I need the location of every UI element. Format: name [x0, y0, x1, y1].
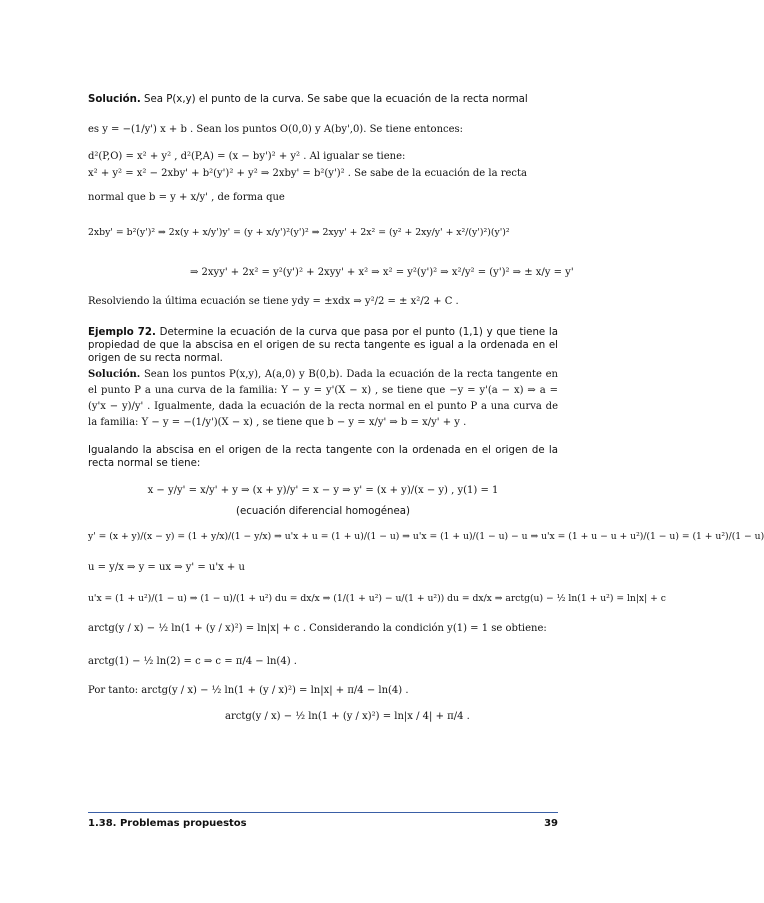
- homogeneous-note: (ecuación diferencial homogénea): [235, 506, 410, 517]
- footer-section-title: 1.38. Problemas propuestos: [88, 818, 247, 829]
- page-number: 39: [544, 818, 558, 829]
- equating-intercepts-text: Igualando la abscisa en el origen de la recta tangente con la ordenada en el origen de la recta normal se tiene:: [88, 445, 558, 469]
- solution-result-line: Resolviendo la última ecuación se tiene ydy = ±xdx ⇒ y²/2 = ± x²/2 + C .: [88, 296, 459, 307]
- bold-label: Solución.: [88, 369, 141, 380]
- particular-solution-line: Por tanto: arctg(y / x) − ½ ln(1 + (y / x)²) = ln|x| + π/4 − ln(4) .: [88, 685, 409, 696]
- bold-label: Solución.: [88, 94, 141, 105]
- normal-line-equation: es y = −(1/y') x + b . Sean los puntos O(0,0) y A(by',0). Se tiene entonces:: [88, 124, 464, 135]
- separation-integration: u'x = (1 + u²)/(1 − u) ⇒ (1 − u)/(1 + u²) du = dx/x ⇒ (1/(1 + u²) − u/(1 + u²)) du = dx/x ⇒ arctg(u) − ½ ln(1 + u²) = ln|x| + c: [88, 593, 666, 604]
- final-solution: arctg(y / x) − ½ ln(1 + (y / x)²) = ln|x / 4| + π/4 .: [225, 711, 470, 722]
- example-72-statement: Ejemplo 72. Determine la ecuación de la curva que pasa por el punto (1,1) y que tiene la propiedad de que la abscisa en el origen de su recta tangente es igual a la ordenada en el origen de su recta normal.: [88, 327, 558, 364]
- footer-rule: [88, 812, 558, 813]
- example-72-solution: Solución. Sean los puntos P(x,y), A(a,0) y B(0,b). Dada la ecuación de la recta tangente en el punto P a una curva de la familia: Y − y = y'(X − x) , se tiene que −y = y'(a − x) ⇒ a = (y'x − y)/y' . Igualmente, dada la ecuación de la recta normal en el punto P a una curva de la familia: Y − y = −(1/y')(X − x) , se tiene que b − y = x/y' ⇒ b = x/y' + y .: [88, 369, 558, 428]
- equating-distances: x² + y² = x² − 2xby' + b²(y')² + y² ⇒ 2xby' = b²(y')² . Se sabe de la ecuación de la recta: [88, 168, 527, 179]
- constant-evaluation: arctg(1) − ½ ln(2) = c ⇒ c = π/4 − ln(4) .: [88, 656, 297, 667]
- substitution-steps: y' = (x + y)/(x − y) = (1 + y/x)/(1 − y/x) ⇒ u'x + u = (1 + u)/(1 − u) ⇒ u'x = (1 + u)/(1 − u) − u ⇒ u'x = (1 + u − u + u²)/(1 − u) = (1 + u²)/(1 − u): [88, 531, 764, 542]
- distance-equations: d²(P,O) = x² + y² , d²(P,A) = (x − by')² + y² . Al igualar se tiene:: [88, 151, 406, 162]
- substitution-equation: 2xby' = b²(y')² ⇒ 2x(y + x/y')y' = (y + x/y')²(y')² ⇒ 2xyy' + 2x² = (y² + 2xy/y' + x²/(y')²)(y')²: [88, 227, 510, 238]
- b-definition-line: normal que b = y + x/y' , de forma que: [88, 192, 285, 203]
- simplification-equation: ⇒ 2xyy' + 2x² = y²(y')² + 2xyy' + x² ⇒ x² = y²(y')² ⇒ x²/y² = (y')² ⇒ ± x/y = y': [190, 267, 574, 278]
- differential-equation: x − y/y' = x/y' + y ⇒ (x + y)/y' = x − y ⇒ y' = (x + y)/(x − y) , y(1) = 1: [147, 485, 499, 496]
- general-solution-line: arctg(y / x) − ½ ln(1 + (y / x)²) = ln|x| + c . Considerando la condición y(1) = 1 se obtiene:: [88, 623, 547, 634]
- change-of-variable: u = y/x ⇒ y = ux ⇒ y' = u'x + u: [88, 562, 245, 573]
- solution-intro-line: Solución. Sea P(x,y) el punto de la curva. Se sabe que la ecuación de la recta normal: [88, 94, 528, 105]
- bold-label: Ejemplo 72.: [88, 327, 156, 338]
